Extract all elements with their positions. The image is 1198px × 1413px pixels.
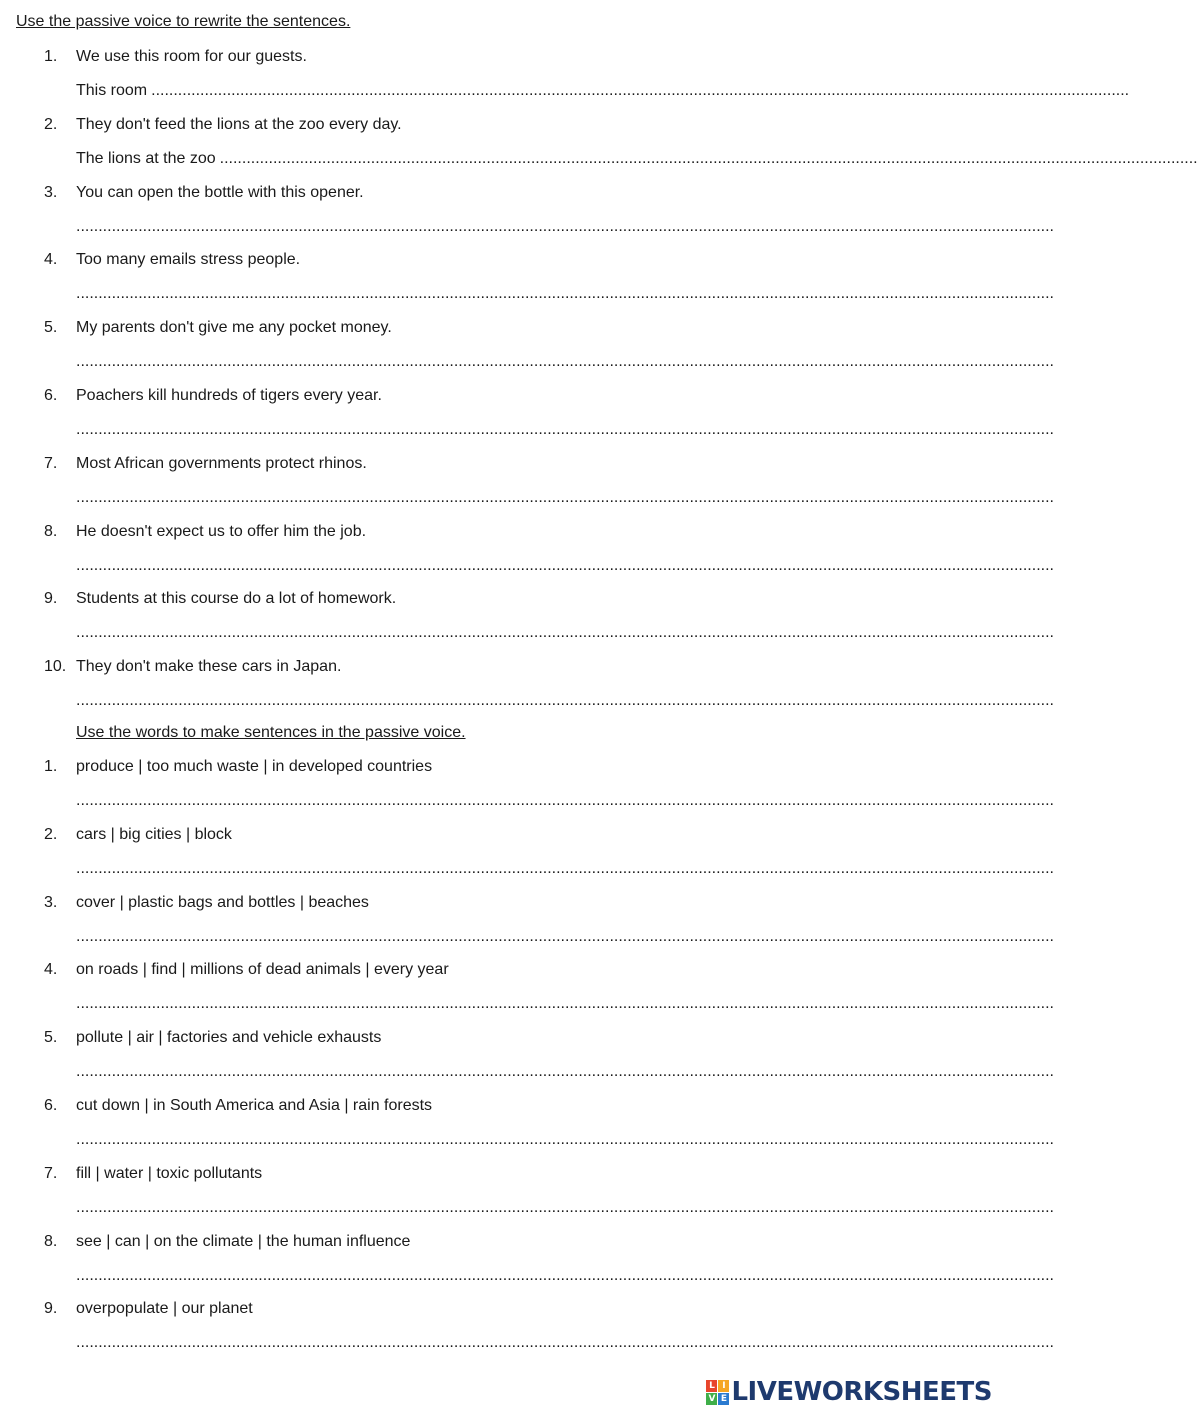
dotted-blank: ............................................................................................................................................................................................................................ (76, 692, 1054, 709)
item-prompt: on roads | find | millions of dead animals | every year (76, 961, 449, 978)
answer-line[interactable] (76, 556, 1054, 576)
dotted-blank: ............................................................................................................................................................................................................................ (76, 285, 1054, 302)
item-number: 5. (44, 1029, 58, 1046)
answer-line[interactable] (76, 1198, 1054, 1218)
item-prompt: see | can | on the climate | the human influence (76, 1233, 411, 1250)
dotted-blank: ............................................................................................................................................................................................................................ (76, 995, 1054, 1012)
section-subtitle: Use the words to make sentences in the passive voice. (76, 724, 466, 741)
dotted-blank: ............................................................................................................................................................................................................................ (76, 1334, 1054, 1351)
item-prompt: Poachers kill hundreds of tigers every year. (76, 387, 382, 404)
item-number: 8. (44, 1233, 58, 1250)
answer-prefix: The lions at the zoo (76, 150, 216, 167)
answer-line[interactable] (76, 927, 1054, 947)
item-prompt: We use this room for our guests. (76, 48, 307, 65)
dotted-blank: ............................................................................................................................................................................................................................ (76, 489, 1054, 506)
dotted-blank: ............................................................................................................................................................................................................................ (76, 1199, 1054, 1216)
item-prompt: cover | plastic bags and bottles | beaches (76, 894, 369, 911)
answer-prefix: This room (76, 82, 148, 99)
answer-line[interactable] (76, 352, 1054, 372)
liveworksheets-logo (706, 1377, 992, 1407)
answer-line[interactable] (76, 217, 1054, 237)
dotted-blank: ............................................................................................................................................................................................................................ (76, 557, 1054, 574)
answer-line[interactable] (76, 149, 1198, 169)
logo-text: LIVEWORKSHEETS (731, 1377, 992, 1407)
dotted-blank: ............................................................................................................................................................................................................................ (76, 1267, 1054, 1284)
item-number: 1. (44, 758, 58, 775)
answer-line[interactable] (76, 1130, 1054, 1150)
answer-line[interactable] (76, 1062, 1054, 1082)
item-prompt: You can open the bottle with this opener. (76, 184, 364, 201)
dotted-blank: ............................................................................................................................................................................................................................ (76, 1063, 1054, 1080)
worksheet-title: Use the passive voice to rewrite the sentences. (16, 13, 351, 30)
item-number: 8. (44, 523, 58, 540)
dotted-blank: ............................................................................................................................................................................................................................ (76, 928, 1054, 945)
item-prompt: overpopulate | our planet (76, 1300, 253, 1317)
dotted-blank: ............................................................................................................................................................................................................................ (76, 624, 1054, 641)
item-number: 2. (44, 116, 58, 133)
answer-line[interactable] (76, 488, 1054, 508)
item-number: 7. (44, 455, 58, 472)
logo-letter: L (706, 1380, 717, 1392)
answer-line[interactable] (76, 1266, 1054, 1286)
item-number: 3. (44, 184, 58, 201)
dotted-blank: ............................................................................................................................................................................................................................ (151, 82, 1130, 99)
item-prompt: cars | big cities | block (76, 826, 232, 843)
logo-letter: E (718, 1393, 729, 1405)
item-prompt: produce | too much waste | in developed countries (76, 758, 433, 775)
answer-line[interactable] (76, 81, 1130, 101)
item-number: 7. (44, 1165, 58, 1182)
item-number: 2. (44, 826, 58, 843)
item-number: 10. (44, 658, 67, 675)
dotted-blank: ............................................................................................................................................................................................................................ (76, 421, 1054, 438)
item-prompt: They don't feed the lions at the zoo every day. (76, 116, 402, 133)
item-number: 5. (44, 319, 58, 336)
item-number: 6. (44, 387, 58, 404)
item-prompt: They don't make these cars in Japan. (76, 658, 342, 675)
item-prompt: Most African governments protect rhinos. (76, 455, 367, 472)
logo-letter: I (718, 1380, 729, 1392)
item-prompt: pollute | air | factories and vehicle exhausts (76, 1029, 382, 1046)
item-number: 9. (44, 590, 58, 607)
dotted-blank: ............................................................................................................................................................................................................................ (219, 150, 1198, 167)
answer-line[interactable] (76, 994, 1054, 1014)
item-number: 4. (44, 961, 58, 978)
item-number: 1. (44, 48, 58, 65)
answer-line[interactable] (76, 791, 1054, 811)
dotted-blank: ............................................................................................................................................................................................................................ (76, 218, 1054, 235)
dotted-blank: ............................................................................................................................................................................................................................ (76, 860, 1054, 877)
logo-icon (706, 1380, 728, 1404)
item-prompt: My parents don't give me any pocket money. (76, 319, 392, 336)
item-number: 6. (44, 1097, 58, 1114)
dotted-blank: ............................................................................................................................................................................................................................ (76, 1131, 1054, 1148)
dotted-blank: ............................................................................................................................................................................................................................ (76, 792, 1054, 809)
item-prompt: cut down | in South America and Asia | rain forests (76, 1097, 433, 1114)
item-number: 9. (44, 1300, 58, 1317)
item-number: 3. (44, 894, 58, 911)
answer-line[interactable] (76, 1333, 1054, 1353)
item-number: 4. (44, 251, 58, 268)
item-prompt: Too many emails stress people. (76, 251, 301, 268)
item-prompt: Students at this course do a lot of homework. (76, 590, 397, 607)
answer-line[interactable] (76, 623, 1054, 643)
item-prompt: fill | water | toxic pollutants (76, 1165, 263, 1182)
answer-line[interactable] (76, 284, 1054, 304)
answer-line[interactable] (76, 420, 1054, 440)
answer-line[interactable] (76, 691, 1054, 711)
answer-line[interactable] (76, 859, 1054, 879)
logo-letter: V (706, 1393, 717, 1405)
dotted-blank: ............................................................................................................................................................................................................................ (76, 353, 1054, 370)
item-prompt: He doesn't expect us to offer him the job. (76, 523, 367, 540)
